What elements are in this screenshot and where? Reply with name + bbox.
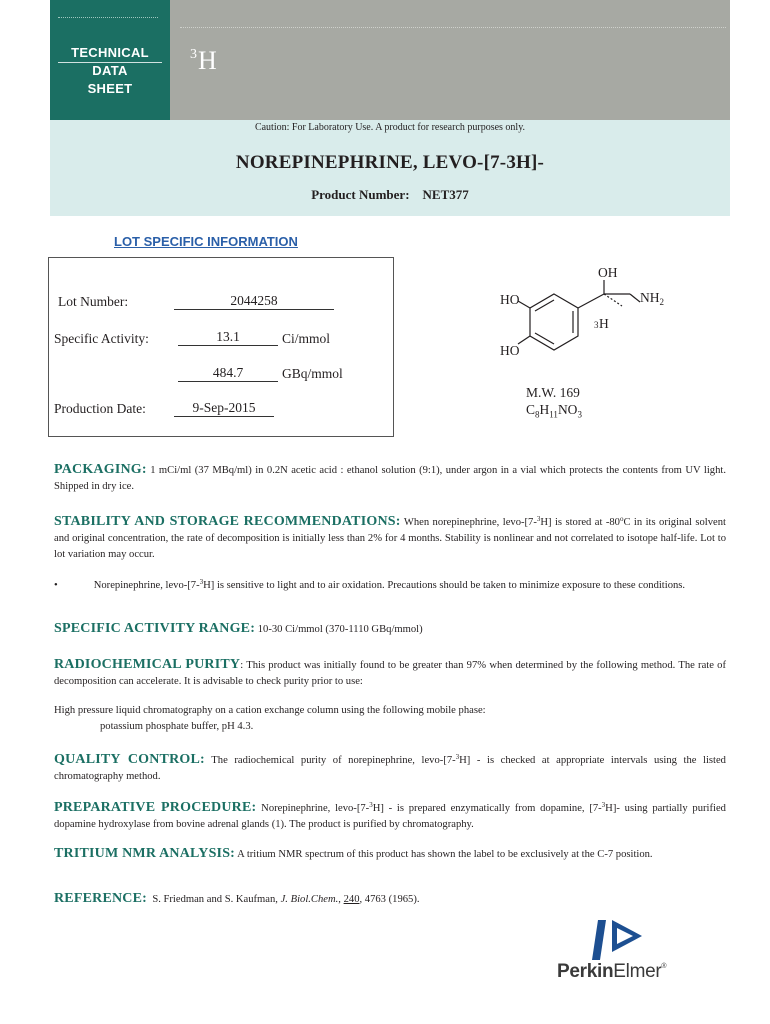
- stability-text-b: H] is stored at -80: [540, 517, 620, 528]
- tritium-nmr-heading: TRITIUM NMR ANALYSIS:: [54, 846, 236, 861]
- lot-number-label: Lot Number:: [58, 294, 129, 309]
- prep-text-a: Norepinephrine, levo-[7-: [261, 803, 370, 814]
- benzene-ring: [530, 294, 578, 350]
- ring-double-bond: [535, 333, 554, 344]
- specific-activity-range-section: [54, 621, 726, 638]
- radiochemical-purity-heading: RADIOCHEMICAL PURITY: [54, 657, 241, 672]
- stability-heading: STABILITY AND STORAGE RECOMMENDATIONS:: [54, 514, 401, 529]
- bullet-icon: •: [54, 580, 58, 591]
- formula-h: H: [539, 402, 550, 417]
- prep-sup-2: 3: [601, 801, 606, 809]
- specific-activity-gbq-value: 484.7: [178, 364, 278, 382]
- prep-text-b: H] - is prepared enzymatically from dopamine, [7-: [372, 803, 602, 814]
- amine-nh: NH: [640, 290, 660, 305]
- technical-data-sheet-label: [56, 44, 164, 98]
- divider: [180, 27, 726, 28]
- product-number-label: Product Number:: [311, 187, 410, 202]
- lot-number-value: 2044258: [174, 292, 334, 310]
- product-title: NOREPINEPHRINE, LEVO-[7-3H]-: [235, 152, 545, 173]
- logo-bar: [592, 920, 606, 960]
- ring-outline: [530, 294, 578, 350]
- caution-notice: Caution: For Laboratory Use. A product for research purposes only.: [254, 122, 526, 133]
- registered-mark: ®: [661, 963, 667, 970]
- logo-brand-bold: Perkin: [557, 961, 614, 982]
- lot-specific-title: LOT SPECIFIC INFORMATION: [114, 234, 298, 249]
- quality-control-section: [54, 749, 726, 785]
- preparative-procedure-section: [54, 797, 726, 833]
- ci-unit: Ci/mmol: [282, 331, 331, 346]
- radiochemical-purity-text: : This product was initially found to be greater than 97% when determined by the following method. The rate of decomposition can accelerate. It is advisable to check purity prior to use:: [54, 660, 727, 687]
- formula-no: NO: [557, 402, 578, 417]
- packaging-heading: PACKAGING:: [54, 462, 147, 477]
- product-number-value: NET377: [422, 187, 469, 202]
- hplc-method: [54, 703, 726, 735]
- perkinelmer-logo-text: [557, 961, 666, 983]
- stability-section: [54, 511, 726, 563]
- bond: [518, 301, 530, 308]
- tritium-nmr-section: [54, 846, 726, 863]
- prep-sup-1: 3: [369, 801, 373, 809]
- reference-volume: 240: [343, 894, 360, 905]
- radiochemical-purity-section: [54, 657, 726, 690]
- logo-brand-regular: Elmer: [613, 961, 662, 982]
- tds-line-1: TECHNICAL: [71, 45, 149, 60]
- bullet-sup: 3: [199, 578, 204, 586]
- molecular-weight-block: [526, 384, 582, 424]
- qc-text-b: H] - is checked at appropriate intervals using the listed chromatography method.: [54, 755, 726, 782]
- tritium-mass: 3: [594, 320, 599, 330]
- packaging-section: [54, 462, 726, 495]
- stability-sup: 3: [536, 515, 541, 523]
- hplc-line-2: potassium phosphate buffer, pH 4.3.: [100, 721, 254, 732]
- qc-text-a: The radiochemical purity of norepinephrine, levo-[7-: [211, 755, 456, 766]
- perkinelmer-logo-mark: [590, 916, 650, 962]
- reference-heading: REFERENCE:: [54, 891, 148, 906]
- hydroxyl-label: OH: [598, 265, 618, 280]
- bullet-text-b: H] is sensitive to light and to air oxidation. Precautions should be taken to minimize exposure to these conditions.: [203, 580, 686, 591]
- divider: [58, 62, 162, 63]
- reference-comma: ,: [338, 894, 341, 905]
- specific-activity-range-text: 10-30 Ci/mmol (370-1110 GBq/mmol): [257, 624, 423, 635]
- amine-subscript: 2: [659, 297, 664, 307]
- specific-activity-label: Specific Activity:: [54, 331, 149, 346]
- preparative-procedure-heading: PREPARATIVE PROCEDURE:: [54, 800, 257, 815]
- tds-line-3: SHEET: [87, 81, 133, 96]
- chemical-structure-diagram: [490, 258, 690, 368]
- hashed-bond: [604, 294, 622, 306]
- tds-line-2: DATA: [92, 63, 128, 78]
- amine-label: [640, 290, 664, 307]
- production-date-value: 9-Sep-2015: [174, 399, 274, 417]
- tritium-nmr-text: A tritium NMR spectrum of this product has shown the label to be exclusively at the C-7 position.: [237, 849, 653, 860]
- ring-double-bond: [535, 300, 554, 311]
- isotope-symbol: [190, 46, 217, 76]
- qc-sup: 3: [455, 753, 460, 761]
- reference-section: [54, 891, 726, 908]
- bond: [630, 294, 640, 302]
- bullet-text-a: Norepinephrine, levo-[7-: [93, 580, 200, 591]
- product-number-row: [50, 187, 730, 203]
- production-date-label: Production Date:: [54, 401, 146, 416]
- specific-activity-range-heading: SPECIFIC ACTIVITY RANGE:: [54, 621, 256, 636]
- bond: [578, 294, 604, 308]
- formula-c: C: [526, 402, 536, 417]
- isotope-mass: 3: [190, 47, 197, 62]
- stability-text-c: C in its original solvent and original concentration, the rate of decomposition is initially less than 2% for 4 months. Stability is nonlinear and not correlated to isotope half-life. Lot to lot variation may occur.: [54, 517, 726, 560]
- hydroxyl-label-top: HO: [500, 292, 520, 307]
- formula-c-sub: 8: [535, 409, 540, 420]
- isotope-element: H: [198, 46, 217, 75]
- hydroxyl-label-bottom: HO: [500, 343, 520, 358]
- degree-sign: o: [619, 515, 624, 523]
- formula-h-sub: 11: [549, 409, 558, 420]
- reference-authors: S. Friedman and S. Kaufman,: [152, 894, 278, 905]
- specific-activity-ci-value: 13.1: [178, 328, 278, 346]
- formula-o-sub: 3: [577, 409, 582, 420]
- hplc-line-1: High pressure liquid chromatography on a cation exchange column using the following mobile phase:: [54, 705, 486, 716]
- gbq-unit: GBq/mmol: [282, 366, 343, 381]
- bond: [518, 336, 530, 344]
- prep-text-c: H]- using partially purified dopamine hydroxylase from bovine adrenal glands (1). The product is purified by chromatography.: [54, 803, 726, 830]
- molecular-weight: M.W. 169: [526, 385, 580, 400]
- quality-control-heading: QUALITY CONTROL:: [54, 752, 205, 767]
- molecular-formula: [526, 401, 582, 424]
- reference-journal: J. Biol.Chem.: [280, 894, 339, 905]
- packaging-text: 1 mCi/ml (37 MBq/ml) in 0.2N acetic acid : ethanol solution (9:1), under argon in a vial which protects the contents from UV light. Shipped in dry ice.: [54, 465, 726, 492]
- reference-pages: , 4763 (1965).: [359, 894, 420, 905]
- divider: [58, 17, 158, 18]
- tritium-symbol: H: [599, 316, 609, 331]
- sensitivity-bullet: [54, 574, 726, 594]
- stability-text-a: When norepinephrine, levo-[7-: [403, 517, 537, 528]
